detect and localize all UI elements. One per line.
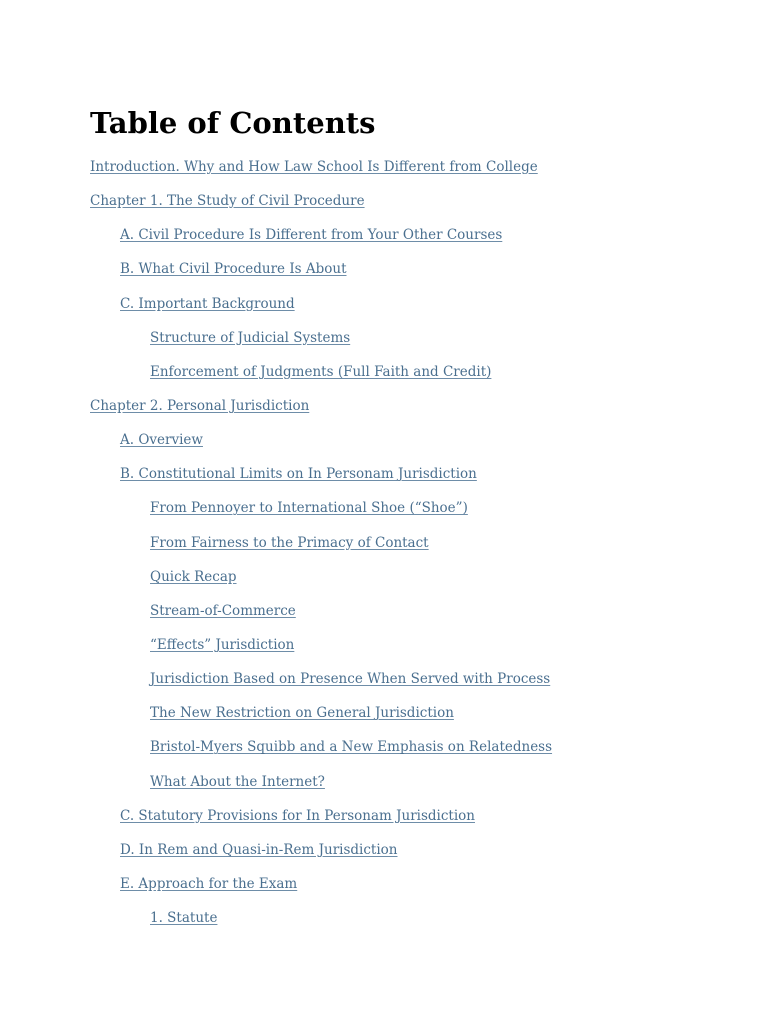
toc-list [0,156,552,941]
toc-link[interactable]: C. Important Background [120,295,295,312]
toc-entry [0,361,552,395]
toc-entry [0,600,552,634]
toc-link[interactable]: A. Civil Procedure Is Different from Your Other Courses [120,227,503,244]
toc-entry [0,634,552,668]
toc-entry [0,873,552,907]
toc-entry [0,293,552,327]
toc-entry [0,771,552,805]
toc-link[interactable]: “Effects” Jurisdiction [150,636,295,653]
toc-link[interactable]: B. Constitutional Limits on In Personam Jurisdiction [120,466,477,483]
toc-entry [0,327,552,361]
toc-link[interactable]: C. Statutory Provisions for In Personam Jurisdiction [120,807,475,824]
toc-link[interactable]: What About the Internet? [150,773,325,790]
toc-entry [0,702,552,736]
toc-entry [0,566,552,600]
toc-link[interactable]: Bristol-Myers Squibb and a New Emphasis on Relatedness [150,739,553,756]
toc-link[interactable]: Enforcement of Judgments (Full Faith and Credit) [150,363,492,380]
toc-link[interactable]: Jurisdiction Based on Presence When Served with Process [150,671,551,688]
toc-link[interactable]: From Fairness to the Primacy of Contact [150,534,429,551]
toc-link[interactable]: From Pennoyer to International Shoe (“Shoe”) [150,500,468,517]
toc-link[interactable]: B. What Civil Procedure Is About [120,261,347,278]
toc-link[interactable]: E. Approach for the Exam [120,875,298,892]
toc-entry [0,805,552,839]
toc-link[interactable]: Quick Recap [150,568,237,585]
toc-entry [0,463,552,497]
toc-entry [0,736,552,770]
toc-link[interactable]: 1. Statute [150,910,218,927]
toc-entry [0,224,552,258]
toc-link[interactable]: A. Overview [120,432,203,449]
toc-link[interactable]: Stream-of-Commerce [150,602,296,619]
toc-entry [0,532,552,566]
toc-entry [0,395,552,429]
toc-entry [0,429,552,463]
toc-link[interactable]: D. In Rem and Quasi-in-Rem Jurisdiction [120,841,398,858]
toc-entry [0,907,552,941]
toc-entry [0,497,552,531]
toc-link[interactable]: Structure of Judicial Systems [150,329,351,346]
toc-entry [0,190,552,224]
page-title: Table of Contents [90,106,376,140]
toc-entry [0,668,552,702]
toc-entry [0,156,552,190]
toc-link[interactable]: The New Restriction on General Jurisdiction [150,705,454,722]
toc-entry [0,839,552,873]
toc-link[interactable]: Chapter 1. The Study of Civil Procedure [90,193,365,210]
toc-link[interactable]: Chapter 2. Personal Jurisdiction [90,397,310,414]
toc-link[interactable]: Introduction. Why and How Law School Is Different from College [90,159,538,175]
toc-entry [0,258,552,292]
